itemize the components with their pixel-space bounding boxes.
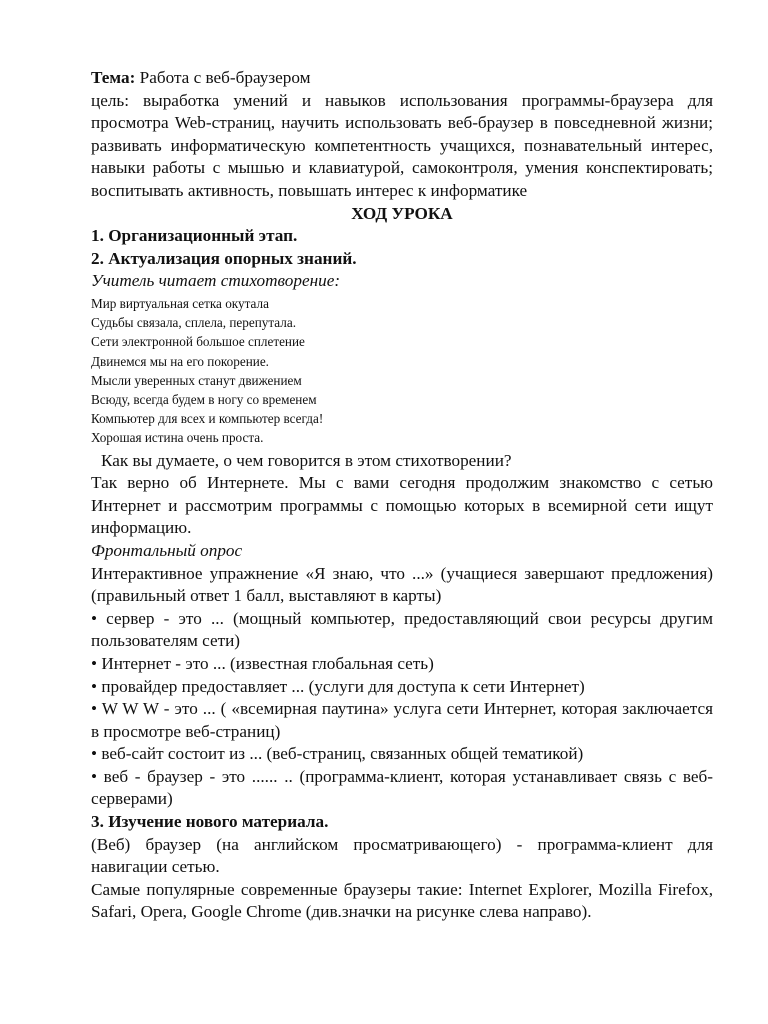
bullet-provider: • провайдер предоставляет ... (услуги для доступа к сети Интернет) [91,676,585,696]
exercise-paragraph: Интерактивное упражнение «Я знаю, что ...» (учащиеся завершают предложения) (правильный ответ 1 балл, выставляют в карты) [91,563,713,606]
frontal-survey-label: Фронтальный опрос [91,540,243,560]
poem-line: Хорошая истина очень проста. [91,430,264,446]
question-paragraph: Как вы думаете, о чем говорится в этом стихотворении? [101,450,512,470]
goal-paragraph: цель: выработка умений и навыков использования программы-браузера для просмотра Web-страниц, научить использовать веб-браузер в повседневной жизни; развивать информатическую компетентность учащихся, познавательный интерес, навыки работы с мышью и клавиатурой, самоконтроля, умения конспектировать; воспитывать активность, повышать интерес к информатике [91,90,713,200]
popular-browsers-paragraph: Самые популярные современные браузеры такие: Internet Explorer, Mozilla Firefox, Safari, Opera, Google Chrome (див.значки на рисунке слева направо). [91,879,713,922]
topic-line [91,67,713,90]
topic-label: Тема: [91,68,136,87]
poem-line: Компьютер для всех и компьютер всегда! [91,411,324,427]
document-page [91,67,713,924]
poem-line: Мир виртуальная сетка окутала [91,295,269,311]
bullet-server: • сервер - это ... (мощный компьютер, предоставляющий свои ресурсы другим пользователям сети) [91,608,713,651]
poem-line: Сети электронной большое сплетение [91,334,305,350]
course-heading: ХОД УРОКА [351,203,453,223]
poem [91,294,713,448]
answer-paragraph: Так верно об Интернете. Мы с вами сегодня продолжим знакомство с сетью Интернет и рассмотрим программы с помощью которых в всемирной сети ищут информацию. [91,473,713,538]
bullet-web-browser: • веб - браузер - это ...... .. (программа-клиент, которая устанавливает связь с веб-серверами) [91,766,713,809]
section-organizational: 1. Организационный этап. [91,226,298,246]
bullet-website: • веб-сайт состоит из ... (веб-страниц, связанных общей тематикой) [91,744,584,764]
poem-line: Двинемся мы на его покорение. [91,353,269,369]
teacher-reads-note: Учитель читает стихотворение: [91,271,341,291]
poem-line: Мысли уверенных станут движением [91,372,302,388]
topic-text: Работа с веб-браузером [135,68,311,87]
section-new-material: 3. Изучение нового материала. [91,812,329,832]
bullet-www: • W W W - это ... ( «всемирная паутина» услуга сети Интернет, которая заключается в просмотре веб-страниц) [91,699,713,741]
poem-line: Всюду, всегда будем в ногу со временем [91,391,317,407]
section-actualization: 2. Актуализация опорных знаний. [91,248,357,268]
poem-line: Судьбы связала, сплела, перепутала. [91,315,297,331]
browser-definition: (Веб) браузер (на английском просматривающего) - программа-клиент для навигации сетью. [91,834,713,877]
bullet-internet: • Интернет - это ... (известная глобальная сеть) [91,653,434,673]
